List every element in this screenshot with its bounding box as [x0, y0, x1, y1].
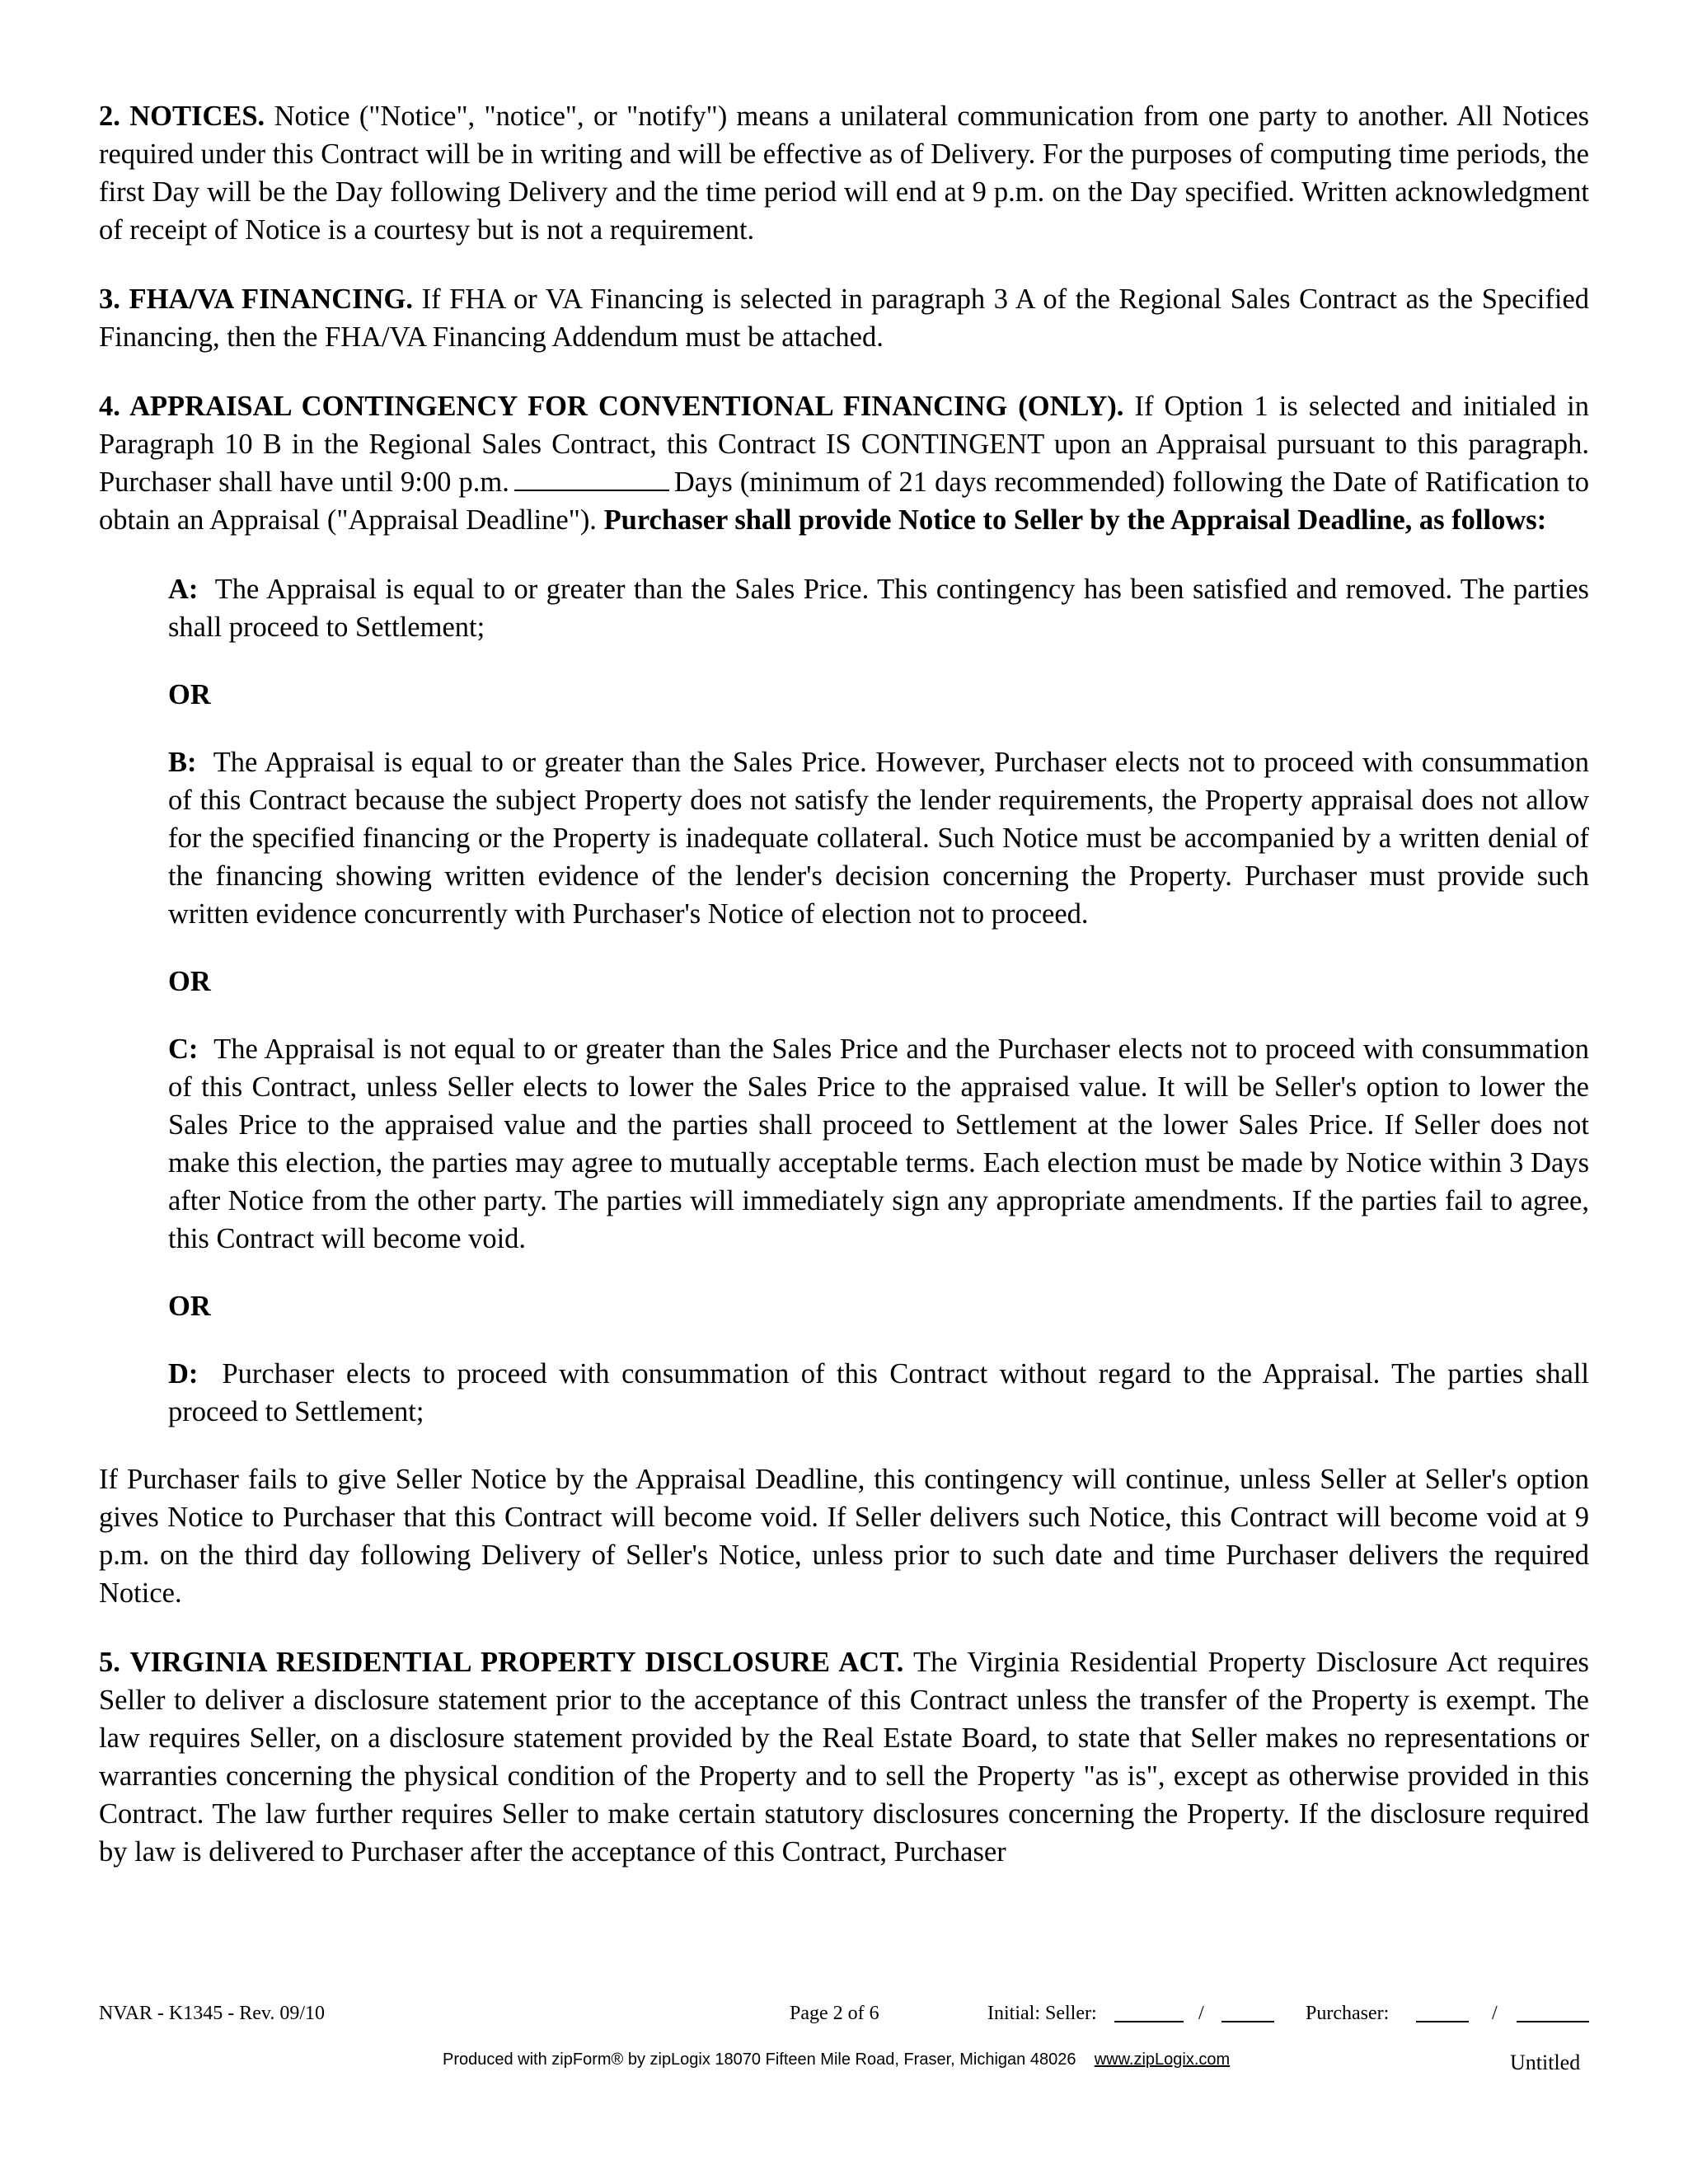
section-body: If FHA or VA Financing is selected in paragraph 3 A of the Regional Sales Contract as the Specified Financing, then the FHA/VA Financing Addendum must be attached.: [99, 284, 1590, 353]
document-name: Untitled: [1510, 2050, 1581, 2074]
option-label: C:: [168, 1033, 199, 1065]
option-label: B:: [168, 747, 197, 778]
option-d: [168, 1355, 1589, 1431]
option-label: A:: [168, 574, 199, 605]
section-heading: 4. APPRAISAL CONTINGENCY FOR CONVENTIONAL FINANCING (ONLY).: [99, 391, 1124, 422]
appraisal-closing: If Purchaser fails to give Seller Notice by the Appraisal Deadline, this contingency will continue, unless Seller at Seller's option gives Notice to Purchaser that this Contract will become void. If Seller delivers such Notice, this Contract will become void at 9 p.m. on the third day following Delivery of Seller's Notice, unless prior to such date and time Purchaser delivers the required Notice.: [99, 1464, 1589, 1609]
or-separator: OR: [168, 679, 211, 710]
section-body-bold: Purchaser shall provide Notice to Seller by the Appraisal Deadline, as follows:: [603, 504, 1547, 536]
produced-text: Produced with zipForm® by zipLogix 18070 Fifteen Mile Road, Fraser, Michigan 48026: [443, 2050, 1076, 2069]
option-c: [168, 1030, 1589, 1258]
section-heading: 2. NOTICES.: [99, 101, 265, 132]
form-id: NVAR - K1345 - Rev. 09/10: [99, 2003, 325, 2024]
ziplogix-link[interactable]: www.zipLogix.com: [1094, 2050, 1231, 2069]
initial-seller-label: Initial: Seller:: [987, 2003, 1097, 2024]
option-text: Purchaser elects to proceed with consummation of this Contract without regard to the Appraisal. The parties shall proceed to Settlement;: [168, 1358, 1590, 1427]
slash: /: [1492, 2003, 1498, 2024]
section-virginia: [99, 1643, 1589, 1871]
option-text: The Appraisal is equal to or greater than the Sales Price. However, Purchaser elects not to proceed with consummation of this Contract because the subject Property does not satisfy the lender requirements, the Property appraisal does not allow for the specified financing or the Property is inadequate collateral. Such Notice must be accompanied by a written denial of the financing showing written evidence of the lender's decision concerning the Property. Purchaser must provide such written evidence concurrently with Purchaser's Notice of election not to proceed.: [168, 747, 1589, 930]
section-fha-va: [99, 280, 1589, 356]
or-separator: OR: [168, 966, 211, 997]
section-body: If Option 1 is selected and initialed in Paragraph 10 B in the Regional Sales Contract, this Contract IS CONTINGENT upon an Appraisal pursuant to this paragraph. Purchaser shall have until 9:00 p.m.: [99, 391, 1589, 498]
section-notices: [99, 97, 1589, 249]
option-a: [168, 570, 1589, 646]
or-separator: OR: [168, 1291, 211, 1322]
section-appraisal: [99, 387, 1589, 539]
option-label: D:: [168, 1358, 199, 1390]
document-page: [99, 97, 1589, 1871]
page-footer: [99, 2003, 1589, 2036]
days-blank-field[interactable]: [514, 465, 669, 491]
section-body: Days (minimum of 21 days recommended) following the Date of Ratification to obtain an Appraisal ("Appraisal Deadline").: [99, 466, 1589, 536]
section-heading: 3. FHA/VA FINANCING.: [99, 284, 413, 315]
option-b: [168, 743, 1589, 933]
purchaser-label: Purchaser:: [1306, 2003, 1390, 2024]
section-body: Notice ("Notice", "notice", or "notify") means a unilateral communication from one party to another. All Notices required under this Contract will be in writing and will be effective as of Delivery. For the purposes of computing time periods, the first Day will be the Day following Delivery and the time period will end at 9 p.m. on the Day specified. Written acknowledgment of receipt of Notice is a courtesy but is not a requirement.: [99, 101, 1590, 246]
section-body: The Virginia Residential Property Disclosure Act requires Seller to deliver a disclosure statement prior to the acceptance of this Contract unless the transfer of the Property is exempt. The law requires Seller, on a disclosure statement provided by the Real Estate Board, to state that Seller makes no representations or warranties concerning the physical condition of the Property and to sell the Property "as is", except as otherwise provided in this Contract. The law further requires Seller to make certain statutory disclosures concerning the Property. If the disclosure required by law is delivered to Purchaser after the acceptance of this Contract, Purchaser: [99, 1647, 1589, 1868]
produced-by: [443, 2050, 1230, 2069]
slash: /: [1198, 2003, 1204, 2024]
option-text: The Appraisal is equal to or greater than the Sales Price. This contingency has been satisfied and removed. The parties shall proceed to Settlement;: [168, 574, 1589, 643]
section-heading: 5. VIRGINIA RESIDENTIAL PROPERTY DISCLOSURE ACT.: [99, 1647, 904, 1678]
option-text: The Appraisal is not equal to or greater than the Sales Price and the Purchaser elects not to proceed with consummation of this Contract, unless Seller elects to lower the Sales Price to the appraised value. It will be Seller's option to lower the Sales Price to the appraised value and the parties shall proceed to Settlement at the lower Sales Price. If Seller does not make this election, the parties may agree to mutually acceptable terms. Each election must be made by Notice within 3 Days after Notice from the other party. The parties will immediately sign any appropriate amendments. If the parties fail to agree, this Contract will become void.: [168, 1033, 1589, 1254]
page-number: Page 2 of 6: [790, 2003, 879, 2024]
